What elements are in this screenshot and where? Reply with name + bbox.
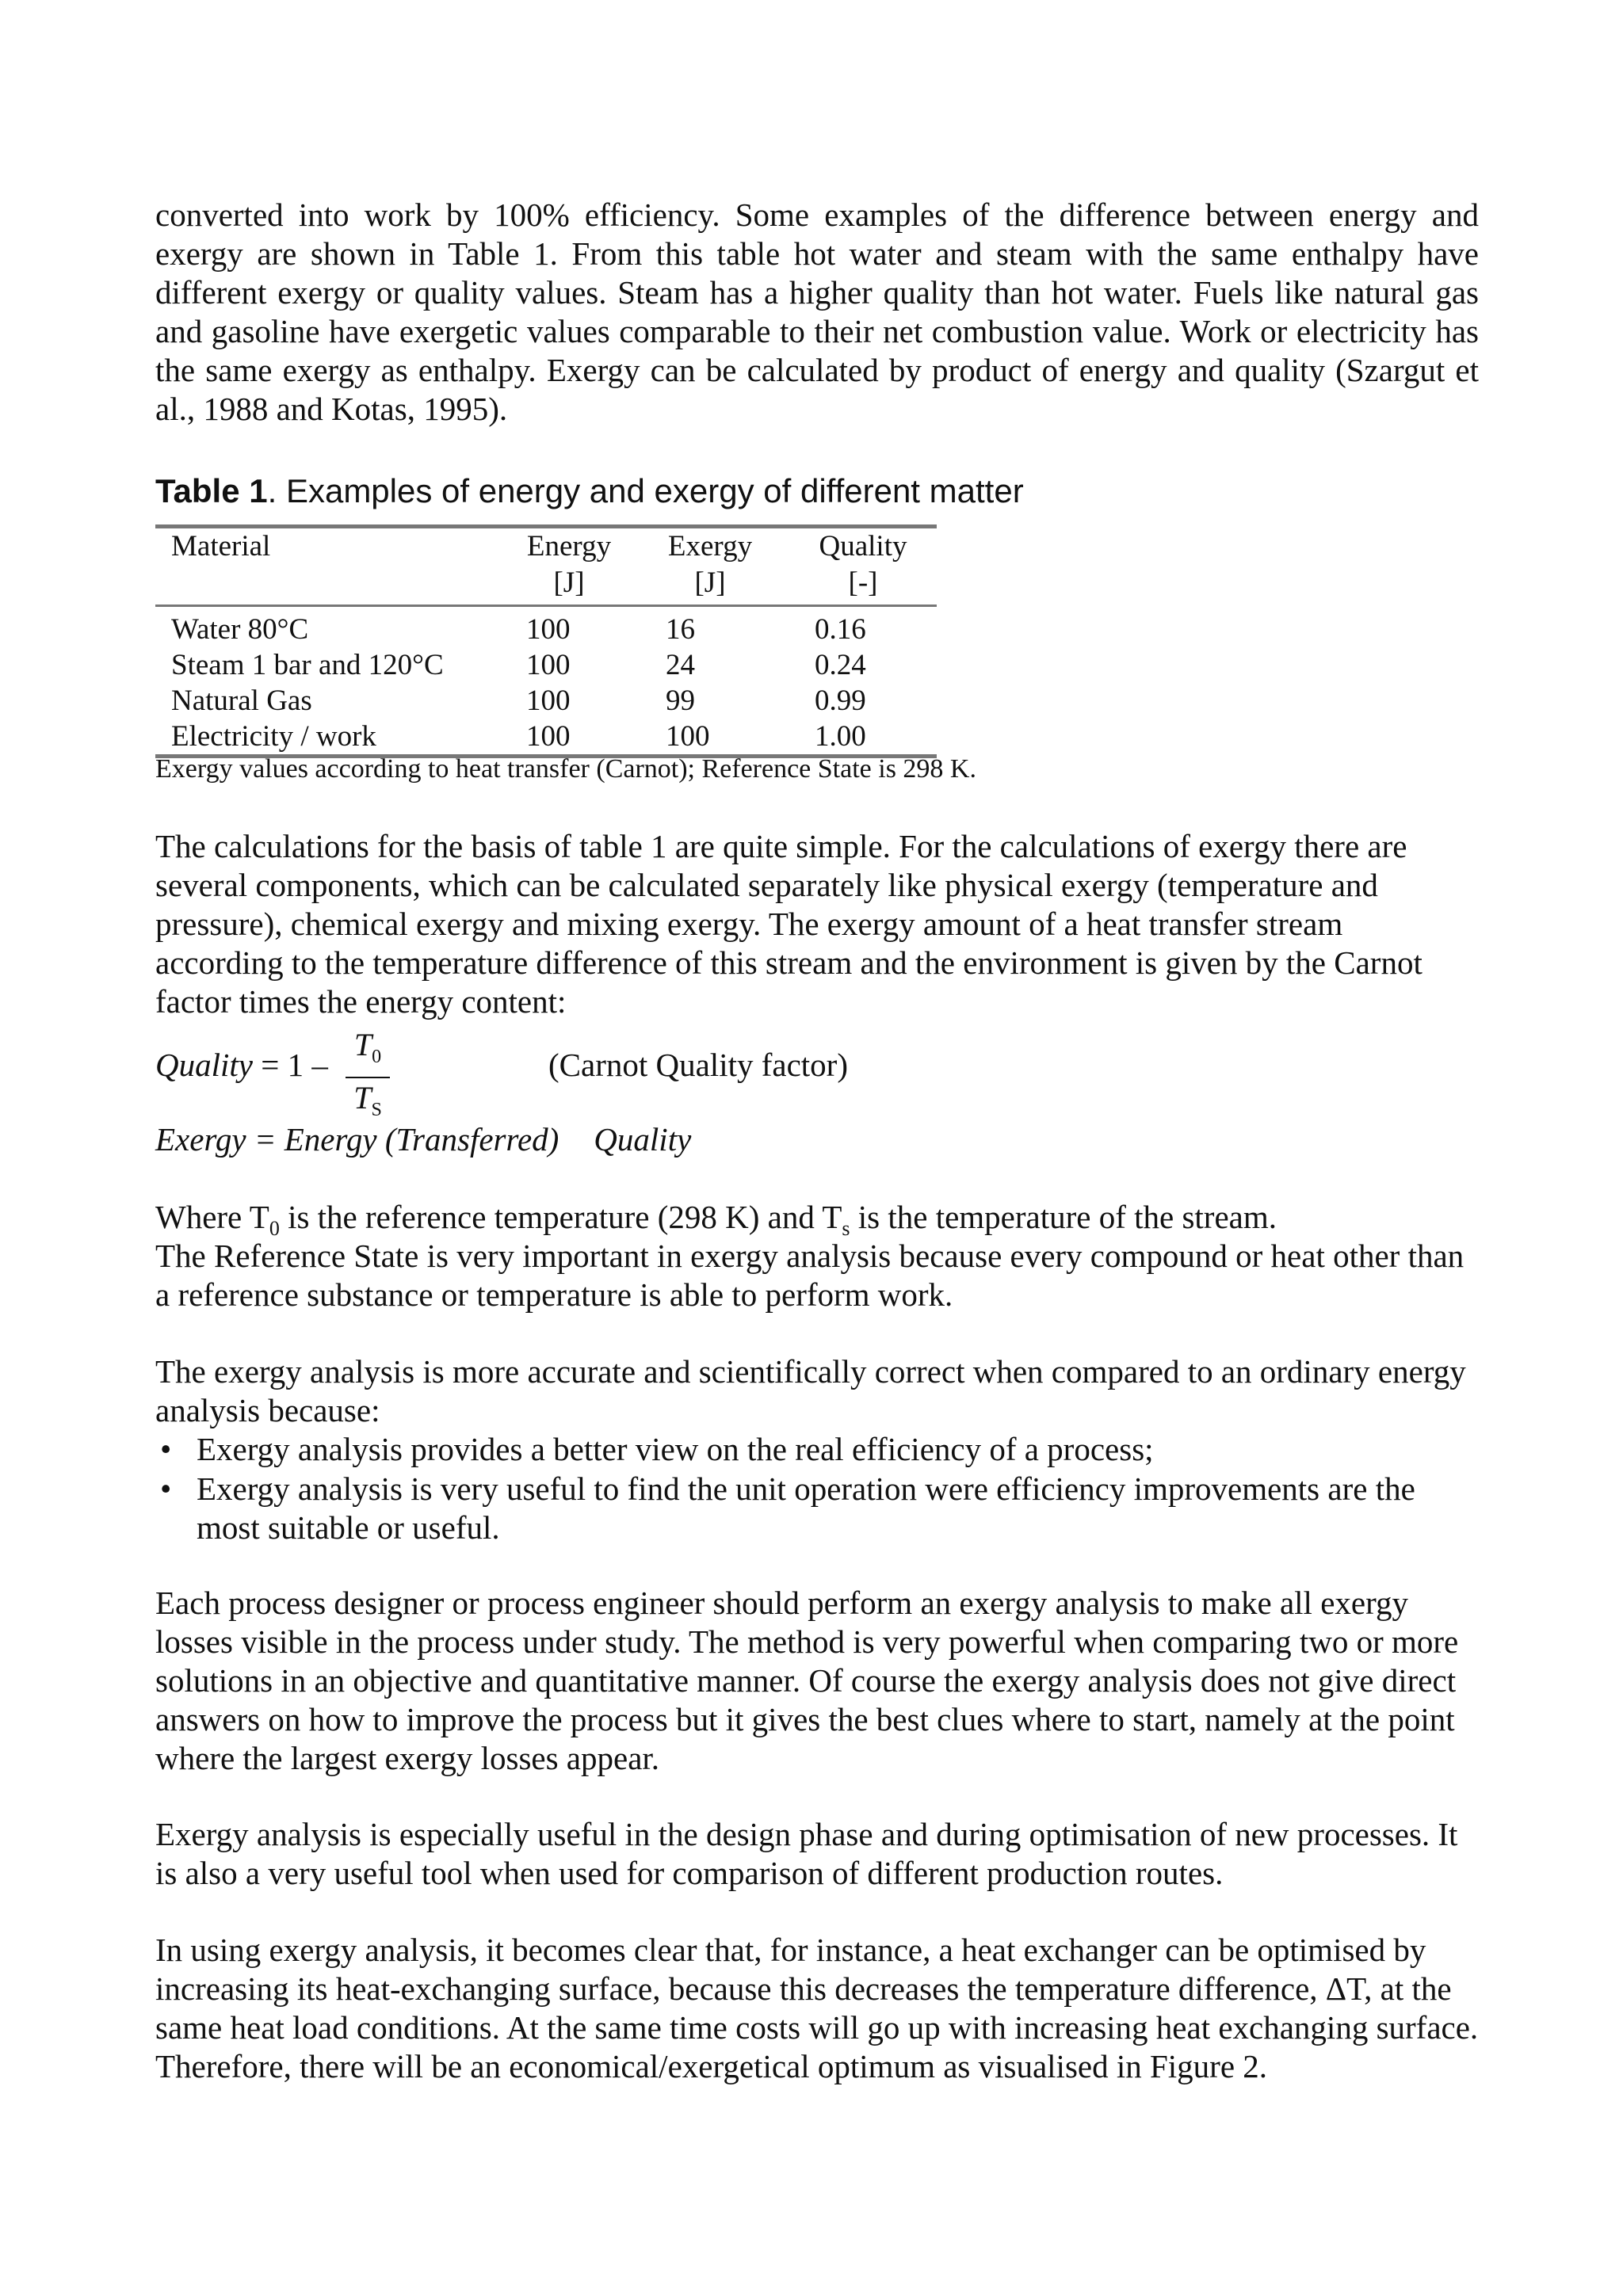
formula-exergy-quality: Quality	[594, 1121, 692, 1158]
formula-fraction	[346, 1027, 390, 1128]
table-row	[155, 683, 937, 719]
fraction-numerator: $T_0$	[353, 1027, 382, 1067]
table-row	[155, 719, 937, 754]
paragraph-exergy-accuracy: The exergy analysis is more accurate and scientifically correct when compared to an ordinary energy analysis because:	[155, 1353, 1466, 1428]
cell-energy: 100	[526, 613, 571, 646]
cell-material: Natural Gas	[171, 685, 312, 717]
formula-exergy	[155, 1120, 691, 1159]
table-footnote: Exergy values according to heat transfer (Carnot); Reference State is 298 K.	[155, 754, 976, 784]
cell-exergy: 24	[666, 649, 695, 681]
bullet-icon: •	[160, 1431, 172, 1467]
table-caption	[155, 471, 1024, 512]
paragraph-intro: converted into work by 100% efficiency. Some examples of the difference between energy and exergy are shown in Table 1. From this table hot water and steam with the same enthalpy have different exergy or quality values. Steam has a higher quality than hot water. Fuels like natural gas and gasoline have exergetic values comparable to their net combustion value. Work or electricity has the same exergy as enthalpy. Exergy can be calculated by product of energy and quality (Szargut et al., 1988 and Kotas, 1995).	[155, 196, 1479, 427]
table-row	[155, 647, 937, 683]
bullet-icon: •	[160, 1470, 172, 1507]
formula-quality-lhs: Quality	[155, 1047, 253, 1083]
header-energy: Energy	[526, 530, 612, 563]
paragraph-reference-state: The Reference State is very important in exergy analysis because every compound or heat other than a reference substance or temperature is able to perform work.	[155, 1238, 1465, 1313]
table-caption-label: Table 1	[155, 472, 268, 509]
cell-material: Electricity / work	[171, 720, 376, 753]
cell-energy: 100	[526, 685, 571, 717]
formula-equals: = 1 –	[252, 1047, 328, 1083]
table-body	[155, 607, 937, 754]
fraction-denominator: $T_S$	[353, 1080, 382, 1120]
paragraph-design-phase: Exergy analysis is especially useful in the design phase and during optimisation of new processes. It is also a very useful tool when used for comparison of different production routes.	[155, 1816, 1458, 1891]
cell-quality: 0.24	[815, 649, 866, 681]
formula-quality	[155, 1046, 328, 1085]
cell-quality: 0.16	[815, 613, 866, 646]
table-row	[155, 612, 937, 647]
cell-exergy: 100	[666, 720, 710, 753]
cell-exergy: 16	[666, 613, 695, 646]
cell-material: Steam 1 bar and 120°C	[171, 649, 444, 681]
paragraph-process-designer: Each process designer or process engineer should perform an exergy analysis to make all exergy losses visible in the process under study. The method is very powerful when comparing two or more solutions in an objective and quantitative manner. Of course the exergy analysis does not give direct answers on how to improve the process but it gives the best clues where to start, namely at the point where the largest exergy losses appear.	[155, 1585, 1459, 1776]
cell-quality: 1.00	[815, 720, 866, 753]
table-header	[155, 528, 937, 607]
paragraph-heat-exchanger: In using exergy analysis, it becomes clear that, for instance, a heat exchanger can be optimised by increasing its heat-exchanging surface, because this decreases the temperature difference, ΔT, at the same heat load conditions. At the same time costs will go up with increasing heat exchanging surface. Therefore, there will be an economical/exergetical optimum as visualised in Figure 2.	[155, 1932, 1479, 2084]
cell-energy: 100	[526, 720, 571, 753]
bullet-list	[155, 1430, 1479, 1548]
list-item-text: Exergy analysis is very useful to find the unit operation were efficiency improvements are the most suitable or useful.	[197, 1470, 1415, 1546]
cell-quality: 0.99	[815, 685, 866, 717]
cell-energy: 100	[526, 649, 571, 681]
list-item	[155, 1430, 1479, 1469]
paragraph-where: Where $T_0$ is the reference temperature (298 K) and $T_s$ is the temperature of the stream.	[155, 1199, 1277, 1241]
header-exergy: Exergy	[667, 530, 753, 563]
formula-exergy-text: Exergy = Energy (Transferred)	[155, 1121, 559, 1158]
list-item	[155, 1470, 1479, 1547]
header-quality-unit: [-]	[848, 566, 878, 599]
header-quality: Quality	[819, 530, 907, 563]
header-exergy-unit: [J]	[694, 566, 726, 599]
table-caption-text: . Examples of energy and exergy of different matter	[267, 472, 1024, 509]
cell-exergy: 99	[666, 685, 695, 717]
formula-carnot-label: (Carnot Quality factor)	[548, 1047, 848, 1083]
header-material: Material	[171, 530, 271, 563]
paragraph-calculations: The calculations for the basis of table 1 are quite simple. For the calculations of exergy there are several components, which can be calculated separately like physical exergy (temperature and pressure), chemical exergy and mixing exergy. The exergy amount of a heat transfer stream according to the temperature difference of this stream and the environment is given by the Carnot factor times the energy content:	[155, 828, 1423, 1020]
list-item-text: Exergy analysis provides a better view on the real efficiency of a process;	[197, 1431, 1154, 1467]
exergy-table	[155, 524, 937, 758]
cell-material: Water 80°C	[171, 613, 309, 646]
header-energy-unit: [J]	[553, 566, 585, 599]
fraction-bar	[346, 1077, 390, 1078]
